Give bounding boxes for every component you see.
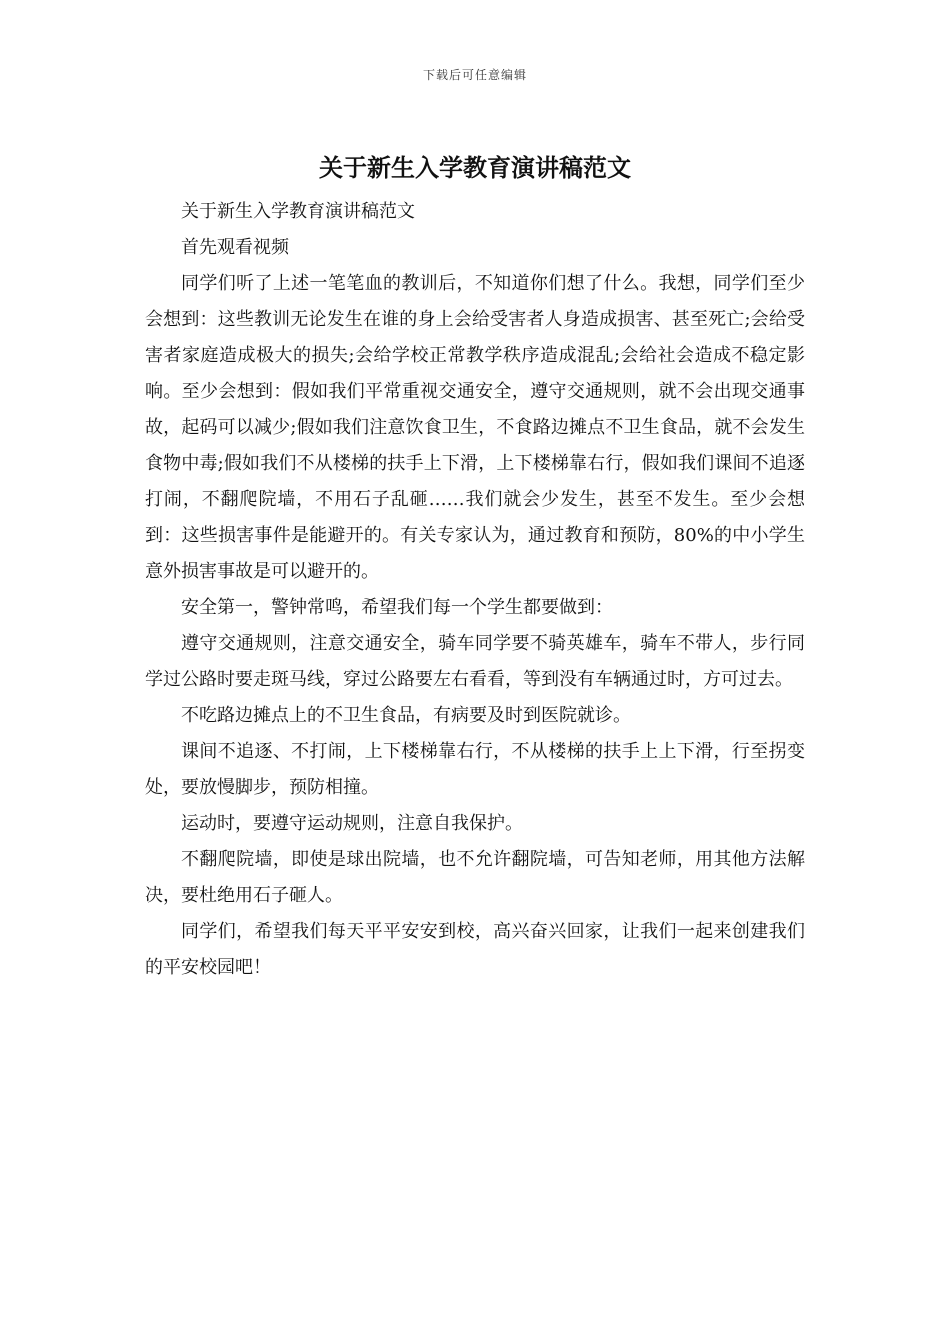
- document-title: 关于新生入学教育演讲稿范文: [319, 153, 631, 182]
- paragraph-closing: 同学们，希望我们每天平平安安到校，高兴奋兴回家，让我们一起来创建我们的平安校园吧！: [145, 921, 805, 978]
- paragraph-traffic-rules: 遵守交通规则，注意交通安全，骑车同学要不骑英雄车，骑车不带人，步行同学过公路时要走斑马线，穿过公路要左右看看，等到没有车辆通过时，方可过去。: [145, 633, 805, 690]
- paragraph-safety-first: 安全第一，警钟常鸣，希望我们每一个学生都要做到：: [181, 597, 613, 618]
- document-body: [145, 194, 805, 986]
- paragraph-sports-safety: 运动时，要遵守运动规则，注意自我保护。: [181, 813, 523, 834]
- paragraph-stairs-safety: 课间不追逐、不打闹，上下楼梯靠右行，不从楼梯的扶手上上下滑，行至拐变处，要放慢脚步，预防相撞。: [145, 741, 805, 798]
- paragraph-wall-safety: 不翻爬院墙，即使是球出院墙，也不允许翻院墙，可告知老师，用其他方法解决，要杜绝用石子砸人。: [145, 849, 805, 906]
- paragraph-video-note: 首先观看视频: [181, 237, 289, 258]
- paragraph-food-safety: 不吃路边摊点上的不卫生食品，有病要及时到医院就诊。: [181, 705, 631, 726]
- paragraph-subtitle: 关于新生入学教育演讲稿范文: [181, 201, 415, 222]
- paragraph-lessons: 同学们听了上述一笔笔血的教训后，不知道你们想了什么。我想，同学们至少会想到：这些教训无论发生在谁的身上会给受害者人身造成损害、甚至死亡;会给受害者家庭造成极大的损失;会给学校正常教学秩序造成混乱;会给社会造成不稳定影响。至少会想到：假如我们平常重视交通安全，遵守交通规则，就不会出现交通事故，起码可以减少;假如我们注意饮食卫生，不食路边摊点不卫生食品，就不会发生食物中毒;假如我们不从楼梯的扶手上下滑，上下楼梯靠右行，假如我们课间不追逐打闹，不翻爬院墙，不用石子乱砸……我们就会少发生，甚至不发生。至少会想到：这些损害事件是能避开的。有关专家认为，通过教育和预防，80%的中小学生意外损害事故是可以避开的。: [145, 273, 805, 582]
- header-note: 下载后可任意编辑: [422, 68, 527, 82]
